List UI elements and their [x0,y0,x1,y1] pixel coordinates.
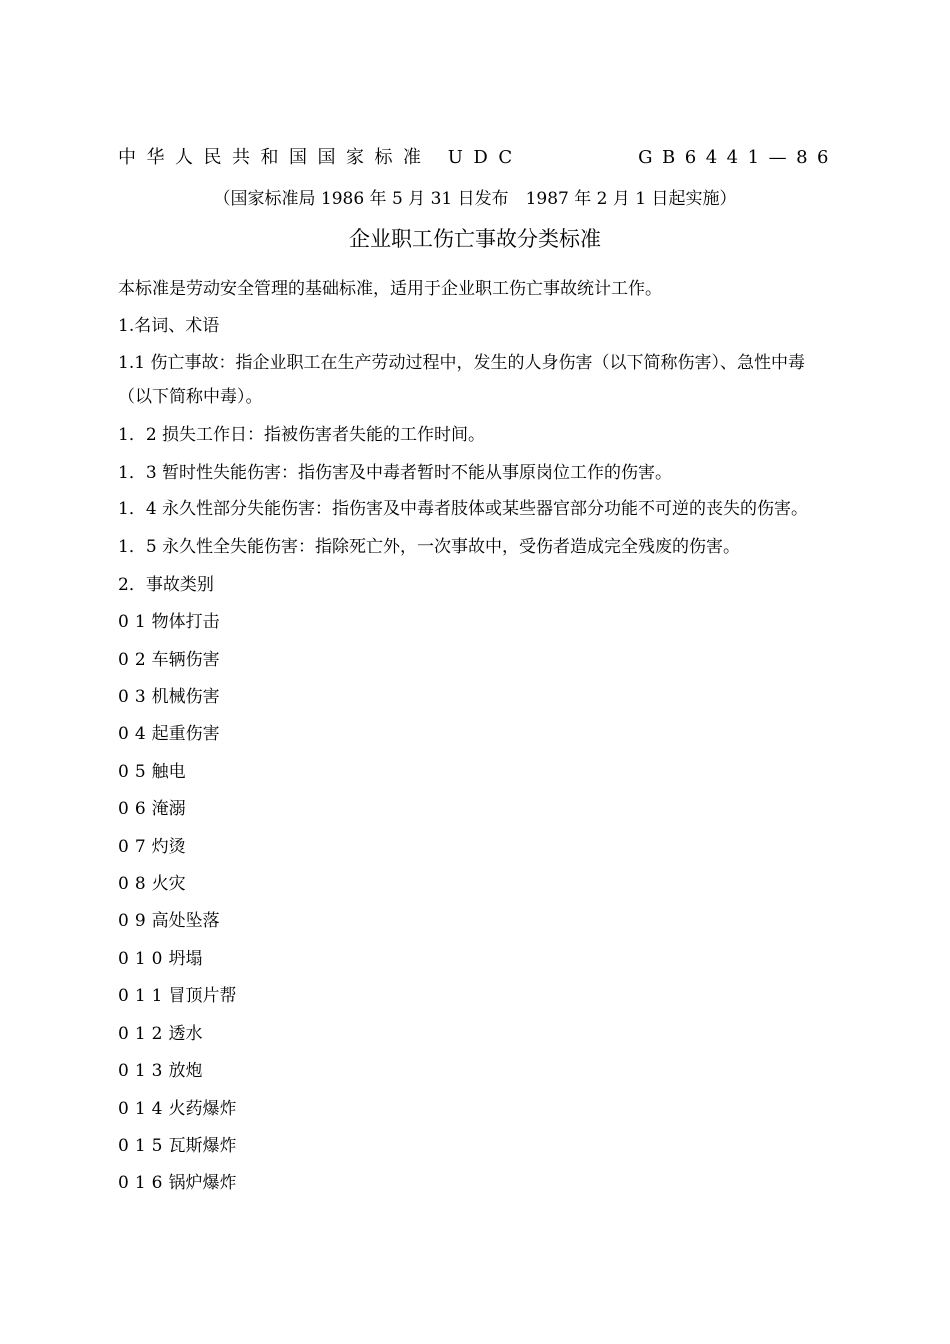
list-item [118,754,838,791]
document-title: 企业职工伤亡事故分类标准 [349,227,601,251]
category-code: 05 [118,761,152,782]
category-code: 010 [118,948,169,969]
term-definition: 1．4 永久性部分失能伤害：指伤害及中毒者肢体或某些器官部分功能不可逆的丧失的伤害。 [118,499,809,520]
header-standard-code: GB6441—86 [638,147,838,168]
list-item [118,866,838,903]
list-item [118,716,838,753]
category-label: 冒顶片帮 [168,986,237,1007]
category-label: 淹溺 [151,799,186,820]
category-label: 机械伤害 [151,687,220,708]
category-code: 016 [118,1173,169,1194]
category-code: 08 [118,874,152,895]
category-code: 04 [118,724,152,745]
list-item [118,903,838,940]
category-code: 013 [118,1061,169,1082]
category-code: 014 [118,1098,169,1119]
list-item [118,1091,838,1128]
category-label: 物体打击 [151,612,220,633]
list-item [118,1165,838,1202]
category-label: 放炮 [168,1061,203,1082]
category-label: 灼烫 [151,836,186,857]
category-code: 09 [118,911,152,932]
category-code: 015 [118,1135,169,1156]
category-code: 01 [118,612,152,633]
term-definition: 1．5 永久性全失能伤害：指除死亡外，一次事故中，受伤者造成完全残废的伤害。 [118,537,741,558]
category-label: 火药爆炸 [168,1098,237,1119]
list-item [118,604,838,641]
list-item [118,679,838,716]
term-definition: 1．2 损失工作日：指被伤害者失能的工作时间。 [118,425,486,446]
list-item [118,1016,838,1053]
category-label: 触电 [151,761,186,782]
list-item [118,978,838,1015]
standard-header [118,144,838,172]
category-code: 02 [118,649,152,670]
publication-dates: （国家标准局 1986 年 5 月 31 日发布 1987 年 2 月 1 日起实施） [213,189,737,209]
category-code: 03 [118,687,152,708]
category-code: 011 [118,986,169,1007]
term-definition: 1．3 暂时性失能伤害：指伤害及中毒者暂时不能从事原岗位工作的伤害。 [118,462,673,483]
category-label: 透水 [168,1023,203,1044]
section-2-heading: 2．事故类别 [118,574,214,595]
section-1-heading: 1.名词、术语 [118,316,220,337]
category-code: 012 [118,1023,169,1044]
category-label: 锅炉爆炸 [168,1173,237,1194]
list-item [118,791,838,828]
term-definition: 1.1 伤亡事故：指企业职工在生产劳动过程中，发生的人身伤害（以下简称伤害）、急性中毒（以下简称中毒）。 [118,352,805,407]
list-item [118,1128,838,1165]
category-code: 06 [118,799,152,820]
category-label: 车辆伤害 [151,649,220,670]
category-label: 起重伤害 [151,724,220,745]
category-label: 火灾 [151,874,186,895]
list-item [118,642,838,679]
category-code: 07 [118,836,152,857]
category-label: 高处坠落 [151,911,220,932]
document-body [118,271,838,1203]
accident-category-list [118,604,838,1203]
list-item [118,829,838,866]
intro-paragraph: 本标准是劳动安全管理的基础标准，适用于企业职工伤亡事故统计工作。 [118,279,662,299]
list-item [118,1053,838,1090]
category-label: 坍塌 [168,948,203,969]
header-standard-name: 中华人民共和国国家标准 UDC [118,147,523,168]
category-label: 瓦斯爆炸 [168,1135,237,1156]
list-item [118,941,838,978]
